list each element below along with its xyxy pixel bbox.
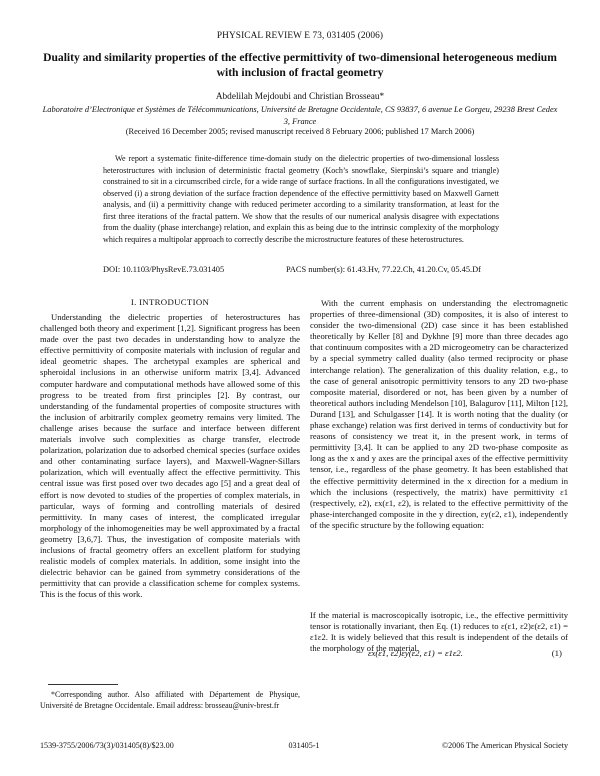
paper-title: Duality and similarity properties of the effective permittivity of two-dimensional heterogeneous medium with inclusion of fractal geometry (43, 51, 557, 79)
paragraph: If the material is macroscopically isotropic, i.e., the effective permittivity tensor is rotationally invariant, then Eq. (1) reduces to ε(ε1, ε2)ε(ε2, ε1) = ε1ε2. It is widely believed that this result is independent of the details of the morphology of the material. (310, 610, 568, 654)
footer-page-number: 031405-1 (288, 741, 320, 750)
footer-issn: 1539-3755/2006/73(3)/031405(8)/$23.00 (40, 741, 174, 750)
section-heading: I. INTRODUCTION (130, 297, 210, 307)
received-dates: (Received 16 December 2005; revised manuscript received 8 February 2006; published 17 March 2006) (125, 127, 475, 136)
doi-link[interactable]: DOI: 10.1103/PhysRevE.73.031405 (103, 265, 225, 274)
page-footer (40, 741, 568, 750)
footnote-divider (48, 684, 118, 685)
body-column-right-continued (310, 610, 568, 654)
equation-expression: εx(ε1, ε2)εy(ε2, ε1) = ε1ε2. (368, 648, 463, 658)
pacs-numbers: PACS number(s): 61.43.Hv, 77.22.Ch, 41.20.Cv, 05.45.Df (286, 265, 481, 274)
journal-header: PHYSICAL REVIEW E 73, 031405 (2006) (216, 31, 384, 41)
body-column-right (310, 298, 568, 531)
footer-copyright: ©2006 The American Physical Society (441, 741, 568, 750)
abstract: We report a systematic finite-difference time-domain study on the dielectric properties of two-dimensional lossless heterostructures with inclusion of deterministic fractal geometry (Koch’s snowflake, Sierpinski’s square and triangle) constrained to sit in a circumscribed circle, for a wide range of surface fractions. In all the configurations investigated, we observed (i) a strong deviation of the surface fraction dependence of the effective permittivity based on Maxwell Garnett analysis, and (ii) a permittivity change with reduced perimeter according to a similarity transformation, at least for the first three iterations of the fractal pattern. We show that the results of our numerical analysis disagree with expectations from the duality (phase interchange) relation, and explain this as being due to the intrinsic complexity of the morphology which requires a multipolar approach to correctly describe the microstructure features of these heterostructures. (103, 154, 499, 244)
body-column-left (40, 312, 300, 600)
paragraph: Understanding the dielectric properties of heterostructures has challenged both theory and experiment [1,2]. Significant progress has been made over the past two decades in understanding how to analyze the effective permittivity of composite materials with inclusion of regular and ideal geometric shapes. The archetypal examples are spherical and spheroidal inclusions in an otherwise uniform matrix [3,4]. Advanced computer hardware and computational methods have allowed some of this progress to be treated from first principles [2]. By contrast, our understanding of the fundamental properties of composite structures with the inclusion of arbitrarily complex geometry remains very limited. The challenge arises because the surface and interface between different materials involve such complexities as charge transfer, electrode polarization, polarization due to adsorbed chemical species (surface oxides and other contaminating surface layers), and Maxwell-Wagner-Sillars polarization, which will eventually affect the effective permittivity. This central issue was first posed over two decades ago [5] and a great deal of effort is now devoted to studies of the properties of complex materials, in particular, ways of forming and controlling materials of desired permittivity. In many cases of interest, the complicated irregular morphology of the inhomogeneities may be well approximated by a fractal geometry [3,6,7]. Thus, the investigation of composite materials with inclusions of fractal geometry offers an excellent platform for studying realistic models of complex materials. In addition, some insight into the dielectric behavior can be gained from symmetry considerations of the permittivity that can provide a classification scheme for complex systems. This is the focus of this work. (40, 312, 300, 600)
authors: Abdelilah Mejdoubi and Christian Brosseau* (215, 92, 385, 102)
equation-number: (1) (551, 648, 562, 658)
doi-pacs-line (103, 265, 499, 274)
paragraph: With the current emphasis on understanding the electromagnetic properties of three-dimensional (3D) composites, it is also of interest to consider the two-dimensional (2D) case since it has been established theoretically by Keller [8] and Dykhne [9] more than three decades ago that continuum composites with a 2D microgeometry can be characterized by a special symmetry called duality (also termed reciprocity or phase interchange relation). The generalization of this duality relation, e.g., to the case of general anisotropic permittivity tensors to any 2D two-phase composite material, disordered or not, has been given by a number of theoretical authors including Mendelson [10], Balagurov [11], Milton [12], Durand [13], and Schulgasser [14]. It is worth noting that the duality (or phase exchange) relation was first derived in terms of conductivity but for reasons of consistency we treat it, in the present work, in terms of permittivity [3,4]. It can be applied to any 2D two-phase composite as long as the x and y axes are the principal axes of the effective permittivity tensor, i.e., regardless of the phase geometry. It has been established that the effective permittivity determined in the x direction for a medium in which the inclusions (respectively, the matrix) have permittivity ε1 (respectively, ε2), εx(ε1, ε2), is related to the effective permittivity of the phase-interchanged composite in the y direction, εy(ε2, ε1), independently of the specific structure by the following equation: (310, 298, 568, 530)
corresponding-author-footnote: *Corresponding author. Also affiliated with Département de Physique, Université de Bretagne Occidentale. Email address: brosseau@univ-brest.fr (40, 690, 300, 710)
affiliation: Laboratoire d’Electronique et Systèmes de Télécommunications, Université de Bretagne Occidentale, CS 93837, 6 avenue Le Gorgeu, 29238 Brest Cedex 3, France (42, 105, 558, 126)
